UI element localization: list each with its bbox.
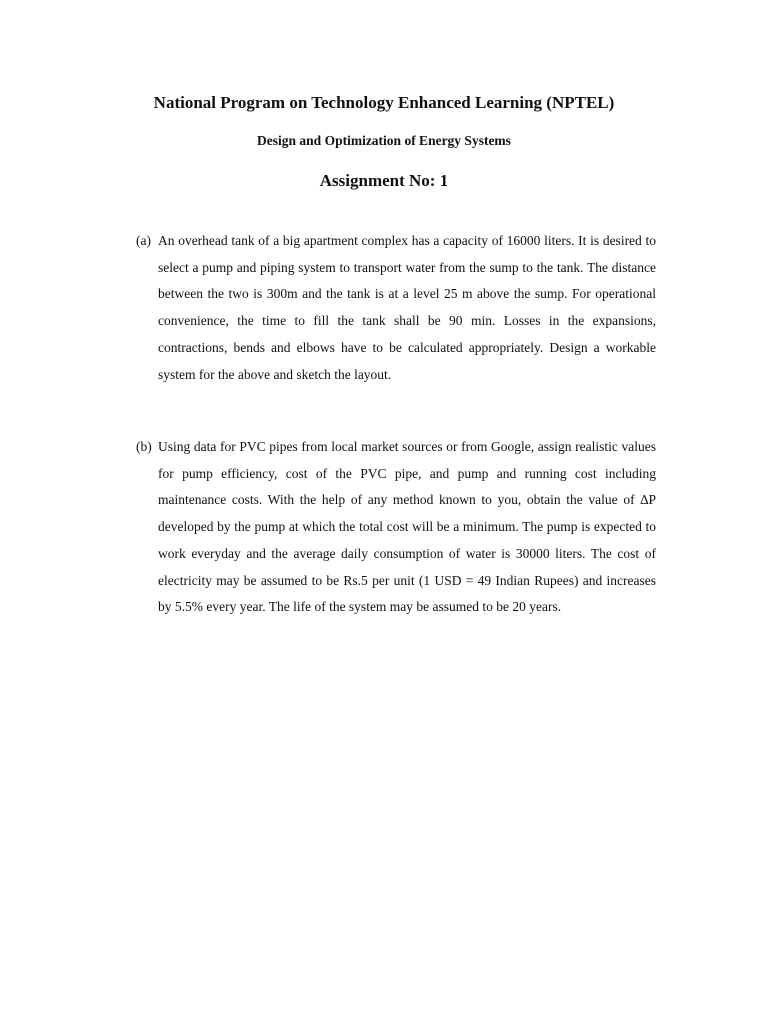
course-title: Design and Optimization of Energy Systems — [257, 133, 511, 148]
question-b-text: Using data for PVC pipes from local market sources or from Google, assign realistic values for pump efficiency, cost of the PVC pipe, and pump and running cost including maintenance costs. With the help of any method known to you, obtain the value of ∆P developed by the pump at which the total cost will be a minimum. The pump is expected to work everyday and the average daily consumption of water is 30000 liters. The cost of electricity may be assumed to be Rs.5 per unit (1 USD = 49 Indian Rupees) and increases by 5.5% every year. The life of the system may be assumed to be 20 years. — [158, 439, 656, 615]
question-a-label: (a) — [136, 233, 151, 248]
question-b — [136, 434, 656, 621]
document-title: National Program on Technology Enhanced Learning (NPTEL) — [153, 93, 615, 112]
question-a — [136, 228, 656, 388]
question-a-text: An overhead tank of a big apartment complex has a capacity of 16000 liters. It is desired to select a pump and piping system to transport water from the sump to the tank. The distance between the two is 300m and the tank is at a level 25 m above the sump. For operational convenience, the time to fill the tank shall be 90 min. Losses in the expansions, contractions, bends and elbows have to be calculated appropriately. Design a workable system for the above and sketch the layout. — [158, 233, 656, 382]
question-b-label: (b) — [136, 439, 152, 454]
assignment-heading: Assignment No: 1 — [319, 171, 449, 190]
